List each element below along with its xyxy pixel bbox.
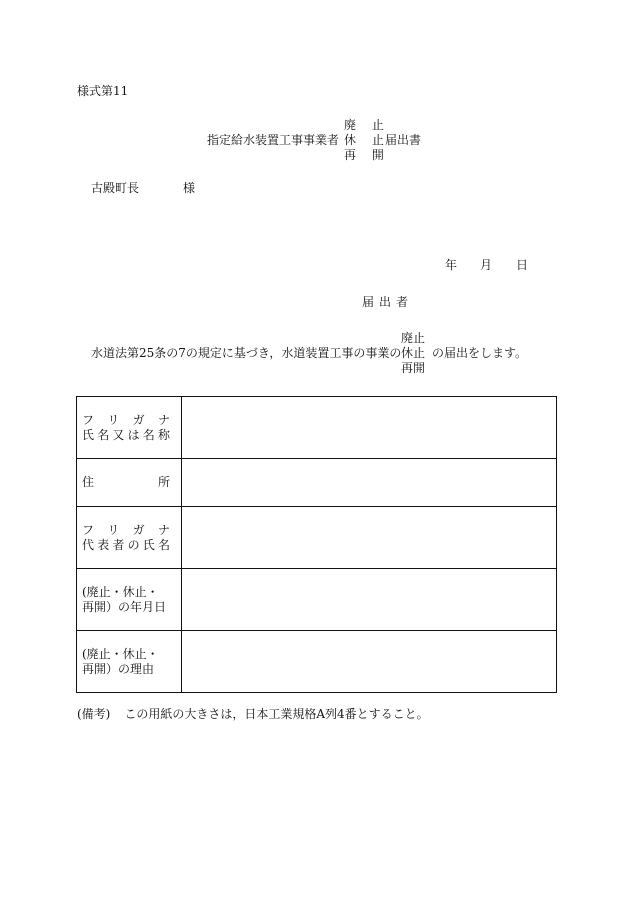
addressee-honorific: 様 xyxy=(183,181,196,195)
form-number: 様式第11 xyxy=(77,84,129,98)
date-month-label: 月 xyxy=(480,258,493,272)
statement-option-abolish: 廃止 xyxy=(401,331,426,345)
change-reason-label-cell xyxy=(77,631,182,693)
title-option-resume: 再 開 xyxy=(344,148,390,162)
name-or-title-field[interactable] xyxy=(182,397,557,459)
furigana-label xyxy=(82,413,170,428)
label-char: 名 xyxy=(142,427,155,442)
date-day-label: 日 xyxy=(516,258,529,272)
table-row xyxy=(77,569,557,631)
table-row xyxy=(77,507,557,569)
representative-name-label xyxy=(82,538,170,553)
label-char: 所 xyxy=(157,475,170,489)
label-char: 氏 xyxy=(142,537,155,552)
name-or-title-label xyxy=(82,428,170,443)
date-year-label: 年 xyxy=(445,258,458,272)
change-date-label-line-1: (廃止・休止・ xyxy=(82,584,159,599)
title-option-suspend: 休 止 xyxy=(344,133,390,147)
address-label xyxy=(82,475,170,490)
applicant-info-table xyxy=(76,396,557,693)
remarks-label: (備考) xyxy=(77,707,111,721)
label-char: ガ xyxy=(132,522,145,537)
label-char: 代 xyxy=(82,537,95,552)
change-date-label-cell xyxy=(77,569,182,631)
label-char: 者 xyxy=(112,537,125,552)
representative-name-field[interactable] xyxy=(182,507,557,569)
label-char: 又 xyxy=(112,427,125,442)
change-reason-label-line-1: (廃止・休止・ xyxy=(82,646,159,661)
furigana-label xyxy=(82,523,170,538)
statement-option-suspend: 休止 xyxy=(401,346,426,360)
title-options xyxy=(344,118,390,163)
statement-options xyxy=(401,331,425,376)
table-row xyxy=(77,459,557,507)
addressee-name: 古殿町長 xyxy=(91,181,140,195)
label-char: 名 xyxy=(157,537,170,552)
label-char: 名 xyxy=(97,427,110,442)
table-row xyxy=(77,631,557,693)
label-char: リ xyxy=(107,412,120,427)
representative-label-cell xyxy=(77,507,182,569)
label-char: 氏 xyxy=(82,427,95,442)
label-char: ナ xyxy=(157,412,170,427)
furigana-name-label xyxy=(77,397,182,459)
statement-text: 水道法第25条の7の規定に基づき，水道装置工事の事業の xyxy=(91,346,402,360)
change-date-field[interactable] xyxy=(182,569,557,631)
title-option-abolish: 廃 止 xyxy=(344,118,390,132)
label-char: 表 xyxy=(97,537,110,552)
label-char: 称 xyxy=(157,427,170,442)
table-row xyxy=(77,397,557,459)
label-char: フ xyxy=(82,412,95,427)
remarks xyxy=(77,707,429,722)
label-char: ガ xyxy=(132,412,145,427)
label-char: フ xyxy=(82,522,95,537)
address-label-cell xyxy=(77,459,182,507)
statement-suffix: の届出をします。 xyxy=(432,346,528,360)
statement-option-resume: 再開 xyxy=(401,361,426,375)
change-reason-label-line-2: 再開）の理由 xyxy=(82,661,155,676)
address-field[interactable] xyxy=(182,459,557,507)
label-char: の xyxy=(127,537,140,552)
label-char: は xyxy=(127,427,140,442)
change-reason-field[interactable] xyxy=(182,631,557,693)
change-date-label-line-2: 再開）の年月日 xyxy=(82,599,167,614)
notifier-label: 届出者 xyxy=(362,295,414,309)
remarks-text: この用紙の大きさは，日本工業規格A列4番とすること。 xyxy=(124,707,429,721)
label-char: リ xyxy=(107,522,120,537)
label-char: 住 xyxy=(82,475,95,489)
document-title-suffix: 届出書 xyxy=(385,133,422,147)
document-title: 指定給水装置工事事業者 xyxy=(207,133,340,147)
label-char: ナ xyxy=(157,522,170,537)
